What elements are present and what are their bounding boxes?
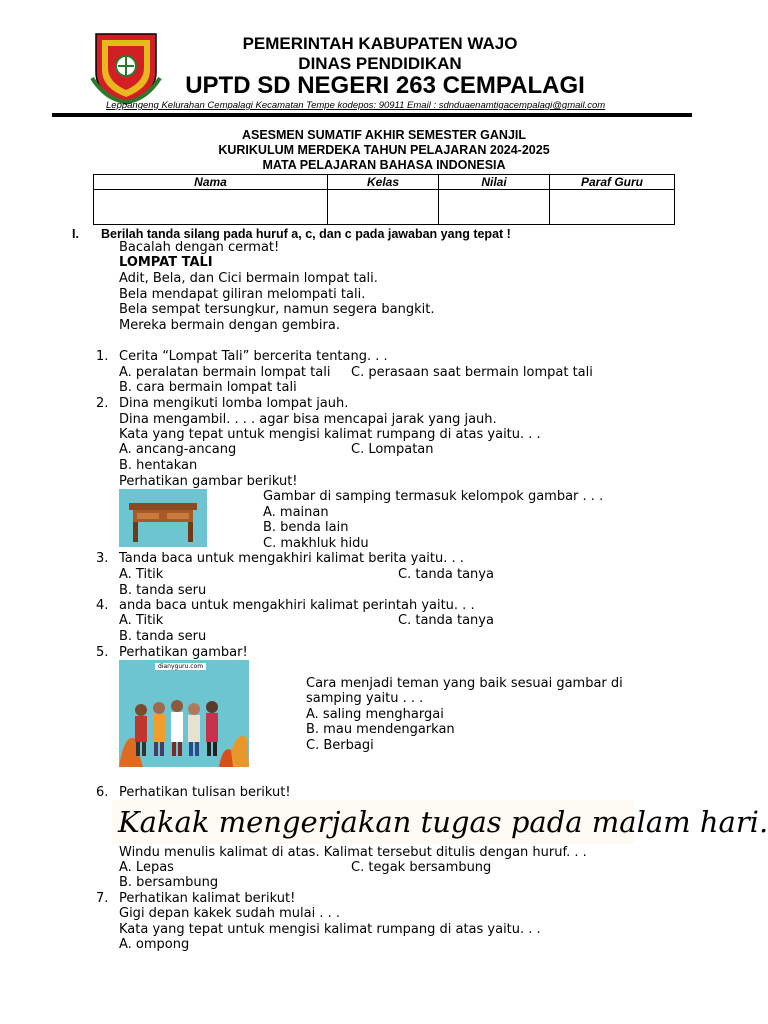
table-q-option-a[interactable]: A. mainan [263,505,329,520]
q1-option-b[interactable]: B. cara bermain lompat tali [119,380,297,395]
kelas-field[interactable] [328,190,439,225]
q3-option-b[interactable]: B. tanda seru [119,583,207,598]
q7-number: 7. [96,891,109,906]
q6-text: Perhatikan tulisan berikut! [119,785,291,800]
paraf-field[interactable] [550,190,675,225]
q5-option-a[interactable]: A. saling menghargai [306,707,444,722]
q5-text: Perhatikan gambar! [119,645,248,660]
curriculum-title: KURIKULUM MERDEKA TAHUN PELAJARAN 2024-2025 [218,143,550,157]
subject-title: MATA PELAJARAN BAHASA INDONESIA [262,158,506,172]
q1-text: Cerita “Lompat Tali” bercerita tentang. . . [119,349,388,364]
header-department: DINAS PENDIDIKAN [298,54,462,73]
nilai-field[interactable] [439,190,550,225]
q2-option-c[interactable]: C. Lompatan [351,442,434,457]
q3-option-c[interactable]: C. tanda tanya [398,567,494,582]
story-line: Mereka bermain dengan gembira. [119,318,340,333]
story-line: Bela mendapat giliran melompati tali. [119,287,366,302]
q5-option-b[interactable]: B. mau mendengarkan [306,722,455,737]
q6-option-b[interactable]: B. bersambung [119,875,219,890]
q4-text: anda baca untuk mengakhiri kalimat perintah yaitu. . . [119,598,475,613]
q1-number: 1. [96,349,109,364]
q3-text: Tanda baca untuk mengakhiri kalimat berita yaitu. . . [119,551,464,566]
q5-question-line2: samping yaitu . . . [306,691,424,706]
q1-option-a[interactable]: A. peralatan bermain lompat tali [119,365,331,380]
identity-table [93,174,675,225]
q2-line3: Kata yang tepat untuk mengisi kalimat rumpang di atas yaitu. . . [119,427,541,442]
q2-line1: Dina mengikuti lomba lompat jauh. [119,396,349,411]
q3-number: 3. [96,551,109,566]
q6-option-a[interactable]: A. Lepas [119,860,174,875]
q2-number: 2. [96,396,109,411]
q6-number: 6. [96,785,109,800]
table-icon [119,489,207,547]
q7-option-a[interactable]: A. ompong [119,937,190,952]
section-instruction: Berilah tanda silang pada huruf a, c, dan c pada jawaban yang tepat ! [101,227,511,241]
header-nama: Nama [94,175,328,190]
q4-number: 4. [96,598,109,613]
section-roman: I. [72,227,79,241]
q7-text: Perhatikan kalimat berikut! [119,891,296,906]
story-line: Bela sempat tersungkur, namun segera bangkit. [119,302,435,317]
q2-option-b[interactable]: B. hentakan [119,458,198,473]
cursive-sentence: Kakak mengerjakan tugas pada malam hari. [112,800,634,844]
table-q-intro: Perhatikan gambar berikut! [119,474,298,489]
header-kelas: Kelas [328,175,439,190]
exam-title: ASESMEN SUMATIF AKHIR SEMESTER GANJIL [241,128,527,142]
q2-option-a[interactable]: A. ancang-ancang [119,442,237,457]
q3-option-a[interactable]: A. Titik [119,567,164,582]
q1-option-c[interactable]: C. perasaan saat bermain lompat tali [351,365,593,380]
image-watermark: dianyguru.com [155,663,206,670]
children-illustration [119,660,249,767]
header-nilai: Nilai [439,175,550,190]
q6-option-c[interactable]: C. tegak bersambung [351,860,492,875]
header-paraf: Paraf Guru [550,175,675,190]
nama-field[interactable] [94,190,328,225]
reading-intro: Bacalah dengan cermat! [119,240,280,255]
q5-question-line1: Cara menjadi teman yang baik sesuai gambar di [306,676,623,691]
story-title: LOMPAT TALI [119,255,213,270]
table-q-option-c[interactable]: C. makhluk hidu [263,536,369,551]
q7-line2: Kata yang tepat untuk mengisi kalimat rumpang di atas yaitu. . . [119,922,541,937]
school-name: UPTD SD NEGERI 263 CEMPALAGI [185,72,585,99]
regency-logo [88,28,164,106]
header-divider [52,113,692,117]
header-government: PEMERINTAH KABUPATEN WAJO [242,34,518,53]
q4-option-c[interactable]: C. tanda tanya [398,613,494,628]
q2-line2: Dina mengambil. . . . agar bisa mencapai jarak yang jauh. [119,412,497,427]
q5-option-c[interactable]: C. Berbagi [306,738,374,753]
q4-option-a[interactable]: A. Titik [119,613,164,628]
q7-line1: Gigi depan kakek sudah mulai . . . [119,906,340,921]
story-line: Adit, Bela, dan Cici bermain lompat tali. [119,271,378,286]
q4-option-b[interactable]: B. tanda seru [119,629,207,644]
school-address: Leppangeng Kelurahan Cempalagi Kecamatan Tempe kodepos: 90911 Email : sdnduaenamtigacempalagi@gmail.com [106,100,606,111]
table-image [119,489,207,547]
table-q-option-b[interactable]: B. benda lain [263,520,349,535]
friends-image [119,660,249,767]
q5-number: 5. [96,645,109,660]
table-q-text: Gambar di samping termasuk kelompok gambar . . . [263,489,604,504]
q6-question: Windu menulis kalimat di atas. Kalimat tersebut ditulis dengan huruf. . . [119,845,587,860]
